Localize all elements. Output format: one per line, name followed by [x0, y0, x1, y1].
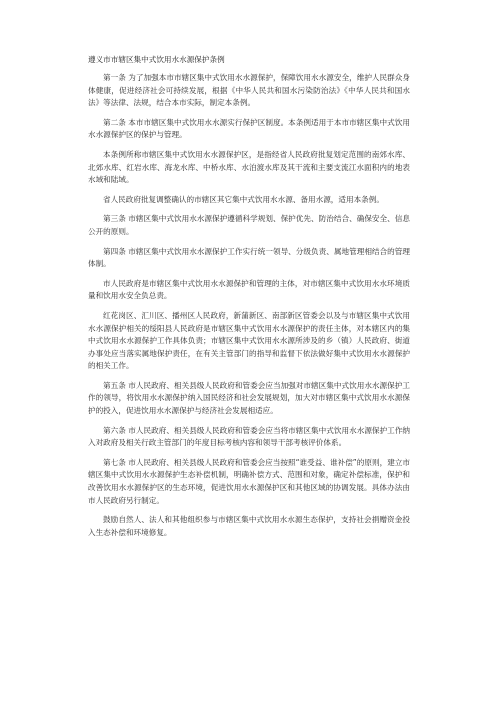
paragraph: 第七条 市人民政府、相关县级人民政府和管委会应当按照“谁受益、谁补偿”的原则，建立市辖区集中式饮用水水源保护生态补偿机制，明确补偿方式、范围和对象，确定补偿标准，保护和改善饮用水水源保护区的生态环境，促进饮用水水源保护区和其他区域的协调发展。具体办法由市人民政府另行制定。 [88, 457, 410, 505]
paragraph: 第五条 市人民政府、相关县级人民政府和管委会应当加强对市辖区集中式饮用水水源保护工作的领导，将饮用水水源保护纳入国民经济和社会发展规划，加大对市辖区集中式饮用水水源保护的投入，促进饮用水水源保护与经济社会发展相适应。 [88, 380, 410, 416]
paragraph: 鼓励自然人、法人和其他组织参与市辖区集中式饮用水水源生态保护，支持社会捐赠资金投入生态补偿和环境修复。 [88, 515, 410, 537]
document-body [88, 54, 410, 546]
paragraph: 市人民政府是市辖区集中式饮用水水源保护和管理的主体，对市辖区集中式饮用水水环境质量和饮用水安全负总责。 [88, 278, 410, 301]
paragraph: 第三条 市辖区集中式饮用水水源保护遵循科学规划、保护优先、防治结合、确保安全、信息公开的原则。 [88, 214, 410, 236]
paragraph: 第四条 市辖区集中式饮用水水源保护工作实行统一领导、分级负责、属地管理相结合的管理体制。 [88, 246, 410, 269]
paragraph: 第一条 为了加强本市市辖区集中式饮用水水源保护，保障饮用水水源安全，维护人民群众身体健康，促进经济社会可持续发展，根据《中华人民共和国水污染防治法》《中华人民共和国水法》等法律、法规，结合本市实际，制定本条例。 [88, 73, 410, 108]
paragraph: 省人民政府批复调整确认的市辖区其它集中式饮用水水源、备用水源，适用本条例。 [103, 194, 384, 204]
paragraph: 本条例所称市辖区集中式饮用水水源保护区，是指经省人民政府批复划定范围的南郊水库、北郊水库、红岩水库、海龙水库、中桥水库、水泊渡水库及其干流和主要支流江水面积内的地表水域和陆域。 [88, 149, 410, 185]
document-title: 遵义市市辖区集中式饮用水水源保护条例 [88, 55, 225, 64]
paragraph: 红花岗区、汇川区、播州区人民政府，新蒲新区、南部新区管委会以及与市辖区集中式饮用水水源保护相关的绥阳县人民政府是市辖区集中式饮用水水源保护的责任主体，对本辖区内的集中式饮用水水源保护工作具体负责；市辖区集中式饮用水水源所涉及的乡（镇）人民政府、街道办事处应当落实属地保护责任，在有关主管部门的指导和监督下依法做好集中式饮用水水源保护的相关工作。 [88, 310, 410, 371]
paragraph: 第六条 市人民政府、相关县级人民政府和管委会应当将市辖区集中式饮用水水源保护工作纳入对政府及相关行政主管部门的年度目标考核内容和领导干部考核评价体系。 [88, 425, 410, 448]
paragraph: 第二条 本市市辖区集中式饮用水水源实行保护区制度。本条例适用于本市市辖区集中式饮用水水源保护区的保护与管理。 [88, 117, 410, 140]
